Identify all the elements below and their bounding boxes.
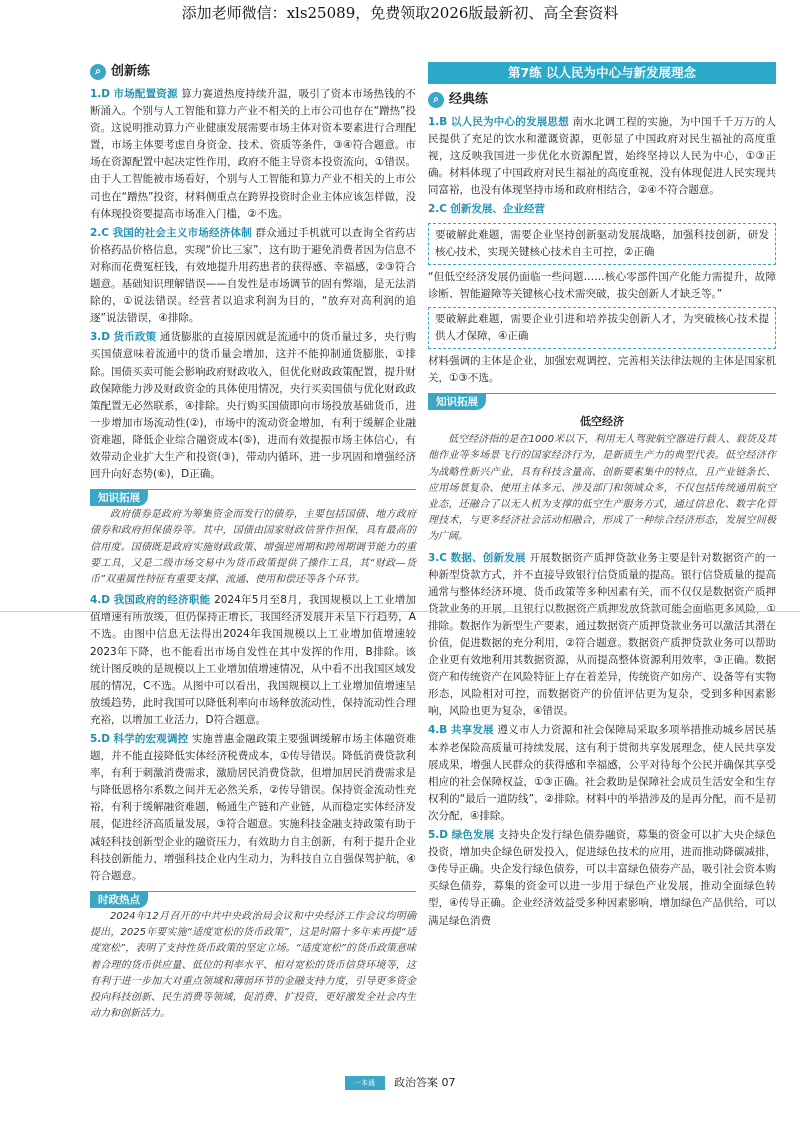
answer-item — [428, 201, 776, 218]
knowledge-title: 低空经济 — [580, 415, 624, 429]
answer-number: 1.D — [90, 88, 111, 100]
answer-text: 材料强调的主体是企业，加强宏观调控、完善相关法律法规的主体是国家机关，①③不选。 — [428, 354, 776, 384]
news-box — [90, 891, 416, 1023]
answer-text: 通货膨胀的直接原因就是流通中的货币量过多，央行购买国债意味着流通中的货币量会增加，这并不能抑制通货膨胀，①排除。国债买卖可能会影响政府财政收入，但优化财政政策配置，提升财政保障能力涉及财政资金的具体使用情况，央行买卖国债与优化财政政策配置无必然联系，④排除。央行购买国债即向市场投放基础货币，进一步增加市场流动性(②)，市场中的流动资金增加，有利于缓解企业融资难题，降低企业综合融资成本(⑤)，进而有效提振市场主体信心，有效带动企业扩大生产和投资(③)，带动内循环，进一步巩固和增强经济回升向好态势(⑥)，D正确。 — [90, 331, 417, 481]
analysis-box: 要破解此难题，需要企业坚持创新驱动发展战略，加强科技创新，研发核心技术，实现关键核心技术自主可控，②正确 — [428, 223, 776, 265]
answer-number: 3.C — [428, 551, 448, 564]
knowledge-label: 知识拓展 — [90, 490, 148, 506]
answer-item — [428, 722, 776, 825]
answer-topic: 货币政策 — [113, 331, 157, 344]
answer-item — [90, 592, 416, 729]
answer-text: 开展数据资产质押贷款业务主要是针对数据资产的一种新型贷款方式，并不直接导致银行信贷质量的提高。银行信贷质量的提高通常与整体经济环境、货币政策等多种因素有关，而不仅仅是数据资产质押贷款业务的开展，且银行以数据资产质押发放贷款可能会面临更多风险，①排除。数据作为新型生产要素，通过数据资产质押贷款业务可以激活其潜在价值，促进数据的充分利用，②符合题意。数据资产质押贷款业务可以帮助企业更有效地利用其数据资源，从而提高整体资源利用效率，③正确。数据资产和传统资产在风险特征上存在着差异，传统资产如房产、设备等有实物形态，风险相对可控，而数据资产的价值评估更为复杂，受到多种因素影响，风险也更为复杂，④错误。 — [428, 551, 777, 718]
divider — [0, 611, 800, 612]
lesson-title: 第7练 以人民为中心与新发展理念 — [428, 62, 776, 84]
answer-topic: 市场配置资源 — [113, 88, 178, 100]
answer-topic: 创新发展、企业经营 — [450, 203, 545, 216]
answer-text: 遵义市人力资源和社会保障局采取多项举措推动城乡居民基本养老保险高质量可持续发展，这有利于贯彻共享发展理念，使人民共享发展成果，增强人民群众的获得感和幸福感，公平对待每个公民并确保其享受相应的社会保障权益，①③正确。社会救助是保障社会成员生活安全和生存权利的“最后一道防线”，②排除。材料中的举措涉及的是再分配，而不是初次分配，④排除。 — [428, 724, 777, 822]
answer-number: 2.C — [428, 203, 448, 216]
section-header — [90, 62, 416, 82]
answer-topic: 共享发展 — [450, 724, 494, 737]
answer-topic: 我国的社会主义市场经济体制 — [112, 226, 252, 239]
knowledge-box — [428, 393, 776, 546]
search-icon: ⌕ — [428, 92, 444, 108]
page-label: 政治答案 07 — [394, 1076, 456, 1089]
answer-item — [428, 114, 776, 199]
answer-text: 算力赛道热度持续升温，吸引了资本市场热钱的不断涌入。个别与人工智能和算力产业不相关的上市公司也存在“蹭热”投资。这说明推动算力产业健康发展需要市场主体对资本要素进行合理配置，市场主体要考虑自身资金、技术、资质等条件，③④符合题意。市场在资源配置中起决定性作用，政府不能主导资本投资流向，①错误。由于人工智能被市场看好，个别与人工智能和算力产业不相关的上市公司也在“蹭热”投资，材料侧重点在跨界投资时企业主体应该怎样做，没有体现投资要提高市场准入门槛，②不选。 — [90, 88, 417, 220]
knowledge-text: 低空经济指的是在1000米以下，利用无人驾驶航空器进行载人、载货及其他作业等多场景飞行的国家经济行为，是新质生产力的典型代表。低空经济作为战略性新兴产业，具有科技含量高、创新要素集中的特点，且产业链条长、应用场景复杂、使用主体多元、涉及部门和领域众多，不仅包括传统通用航空业态，还融合了以无人机为支撑的低空生产服务方式，通过信息化、数字化管理技术，与更多经济社会活动相融合，形成了一种综合经济形态，发展空间极为广阔。 — [428, 434, 776, 543]
quote-text: “但低空经济发展仍面临一些问题……核心零部件国产化能力需提升，故障诊断、智能避障等关键核心技术需突破，拔尖创新人才缺乏等。” — [428, 270, 776, 300]
news-label: 时政热点 — [90, 892, 148, 908]
answer-number: 5.D — [90, 733, 111, 746]
answer-number: 2.C — [90, 226, 110, 239]
answer-item — [90, 225, 416, 328]
left-column — [90, 62, 416, 1026]
answer-topic: 以人民为中心的发展思想 — [450, 116, 569, 128]
section-header — [428, 90, 776, 110]
answer-item — [90, 329, 416, 483]
answer-text: 2024年5月至8月，我国规模以上工业增加值增速有所放缓，但仍保持正增长，我国经济发展并未呈下行趋势，A不选。由图中信息无法得出2024年我国规模以上工业增加值增速较2023年下降，也不能看出市场自发性在其中发挥的作用，B排除。该统计图反映的是规模以上工业增加值增速情况，从中看不出我国区域发展的情况，C不选。从图中可以看出，我国规模以上工业增加值增速呈放缓趋势，此时我国可以降低利率向市场释放流动性，保持流动性合理充裕，以增加工业活力，D符合题意。 — [90, 594, 417, 726]
answer-list — [428, 550, 776, 930]
answer-text: 支持央企发行绿色债券融资，募集的资金可以扩大央企绿色投资，增加央企绿色研发投入，促进绿色技术的应用，进而推动降碳减排，③传导正确。央企发行绿色债券，可以丰富绿色债券产品，吸引社会资本购买绿色债券，募集的资金可以进一步用于绿色产业发展，推动全面绿色转型，④传导正确。企业经济效益受多种因素影响，增加绿色产品供给，可以满足绿色消费 — [428, 829, 776, 927]
knowledge-box — [90, 489, 416, 588]
answer-number: 4.D — [90, 594, 111, 607]
answer-item — [428, 827, 776, 930]
answer-topic: 绿色发展 — [451, 829, 495, 842]
knowledge-label: 知识拓展 — [428, 394, 486, 410]
answer-topic: 科学的宏观调控 — [113, 733, 189, 746]
answer-item — [428, 550, 776, 721]
answer-number: 1.B — [428, 116, 448, 128]
search-icon: ⌕ — [90, 64, 106, 80]
answer-number: 3.D — [90, 331, 111, 344]
promo-banner: 添加老师微信：xls25089，免费领取2026版最新初、高全套资料 — [181, 4, 619, 22]
answer-number: 4.B — [428, 724, 448, 737]
answer-number: 5.D — [428, 829, 449, 842]
answer-list — [90, 86, 416, 483]
answer-text: 南水北调工程的实施，为中国千千万万的人民提供了充足的饮水和灌溉资源，更彰显了中国政府对民生福祉的高度重视，这反映我国进一步优化水资源配置，始终坚持以人民为中心，①③正确。材料体现了中国政府对民生福祉的高度重视，没有体现促进人民实现共同富裕，也没有体现坚持市场和政府相结合，②④不符合题意。 — [428, 116, 777, 197]
page-footer — [0, 1074, 800, 1090]
answer-topic: 我国政府的经济职能 — [113, 594, 211, 607]
answer-topic: 数据、创新发展 — [450, 551, 526, 564]
right-column — [428, 62, 776, 932]
brand-logo: 一本通 — [345, 1076, 385, 1090]
news-text: 2024年12月召开的中共中央政治局会议和中央经济工作会议均明确提出，2025年要实施“适度宽松的货币政策”，这是时隔十多年来再提“适度宽松”，表明了支持性货币政策的坚定立场。“适度宽松”的货币政策意味着合理的货币供应量、低位的利率水平、相对宽松的货币信贷环境等，这有利于进一步加大对重点领域和薄弱环节的金融支持力度，引导更多资金投向科技创新、民生消费等领域，促消费、扩投资，更好激发全社会内生动力和创新活力。 — [90, 910, 416, 1020]
knowledge-text: 政府债券是政府为筹集资金而发行的债券，主要包括国债、地方政府债券和政府担保债券等。其中，国债由国家财政信誉作担保，具有最高的信用度。国债既是政府实施财政政策、增强逆周期和跨周期调节能力的重要工具，又是二级市场交易中为货币政策提供了操作工具，其“财政—货币”双重属性特征有重要支撑、流通、使用和偿还等各个环节。 — [90, 509, 416, 586]
answer-text: 群众通过手机就可以查询全省药店价格药品价格信息，实现“价比三家”，这有助于避免消费者因为信息不对称而花费冤枉钱，有效地提升用药患者的获得感、幸福感，②③符合题意。基础知识理解错误——自发性是市场调节的固有弊端，是无法消除的，①说法错误。经营者以追求利润为目的，“放弃对高利润的追逐”说法错误，④排除。 — [90, 226, 417, 325]
answer-item — [90, 86, 416, 223]
answer-item — [90, 731, 416, 885]
answer-list — [90, 592, 416, 885]
analysis-box: 要破解此难题，需要企业引进和培养拔尖创新人才，为突破核心技术提供人才保障，④正确 — [428, 307, 776, 349]
answer-list — [428, 114, 776, 219]
section-title: 创新练 — [111, 64, 151, 80]
section-title: 经典练 — [449, 92, 489, 108]
answer-text: 实施普惠金融政策主要强调缓解市场主体融资难题，并不能直接降低实体经济税费成本，①传导错误。降低消费贷款利率，有利于刺激消费需求，激励居民消费贷款，但增加居民消费需求是与降低恩格尔系数之间并无必然关系，②传导错误。保持资金流动性充裕，有利于缓解融资难题，畅通生产链和产业链，从而稳定实体经济发展，促进经济高质量发展，③符合题意。实施科技金融支持政策有助于减轻科技创新型企业的融资压力，有效助力自主创新，有利于提升企业科技创新能力，增强科技企业内生动力，为科技自立自强保驾护航，④符合题意。 — [90, 733, 417, 882]
